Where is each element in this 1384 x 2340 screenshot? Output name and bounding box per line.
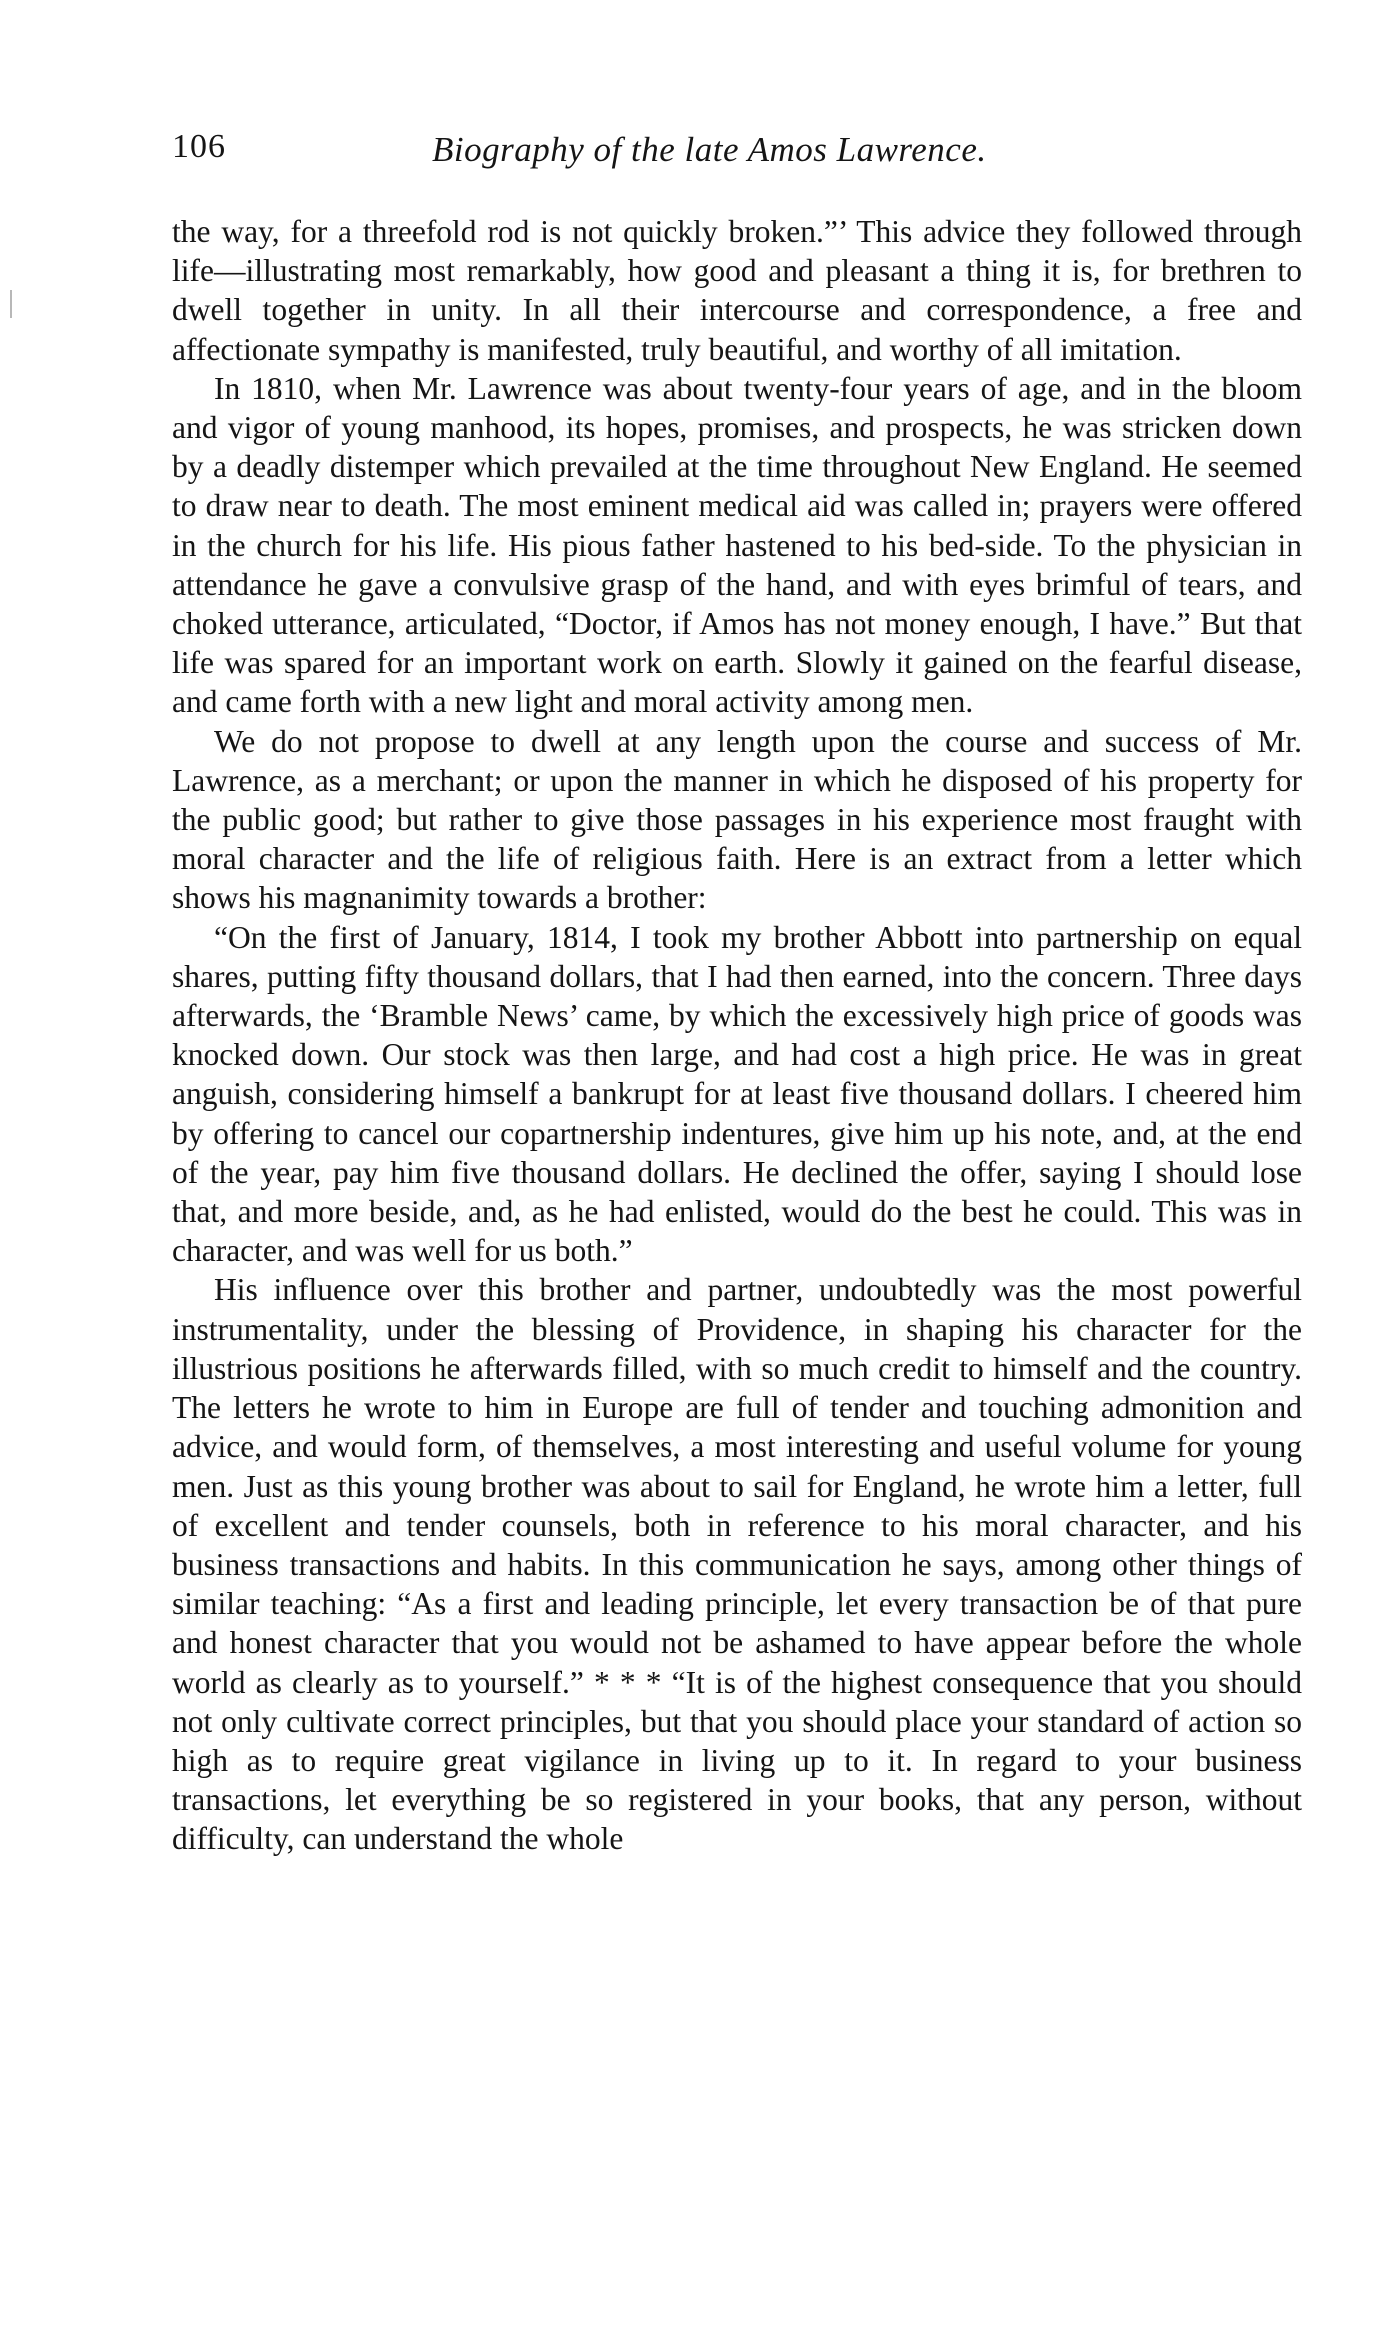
- paragraph-continuation: the way, for a threefold rod is not quickly broken.”’ This advice they followed through life—illustrating most remarkably, how good and pleasant a thing it is, for brethren to dwell together in unity. In all their intercourse and correspondence, a free and affectionate sympathy is manifested, truly beautiful, and worthy of all imitation.: [172, 214, 1302, 367]
- margin-mark: [10, 290, 12, 318]
- page-header: [172, 128, 1302, 188]
- running-head: Biography of the late Amos Lawrence.: [432, 130, 987, 169]
- body-text: [172, 212, 1302, 1859]
- page-number: 106: [172, 128, 226, 165]
- paragraph-purpose: We do not propose to dwell at any length upon the course and success of Mr. Lawrence, as a merchant; or upon the manner in which he disposed of his property for the public good; but rather to give those passages in his experience most fraught with moral character and the life of religious faith. Here is an extract from a letter which shows his magnanimity towards a brother:: [172, 723, 1302, 916]
- paragraph-brother-influence: His influence over this brother and partner, undoubtedly was the most powerful instrumentality, under the blessing of Providence, in shaping his character for the illustrious positions he afterwards filled, with so much credit to himself and the country. The letters he wrote to him in Europe are full of tender and touching admonition and advice, and would form, of themselves, a most interesting and useful volume for young men. Just as this young brother was about to sail for England, he wrote him a letter, full of excellent and tender counsels, both in reference to his moral character, and his business transactions and habits. In this communication he says, among other things of similar teaching: “As a first and leading principle, let every transaction be of that pure and honest character that you would not be ashamed to have appear before the whole world as clearly as to yourself.” * * * “It is of the highest consequence that you should not only cultivate correct principles, but that you should place your standard of action so high as to require great vigilance in living up to it. In regard to your business transactions, let everything be so registered in your books, that any person, without difficulty, can understand the whole: [172, 1272, 1302, 1857]
- paragraph-letter-extract: “On the first of January, 1814, I took my brother Abbott into partnership on equal shares, putting fifty thousand dollars, that I had then earned, into the concern. Three days afterwards, the ‘Bramble News’ came, by which the excessively high price of goods was knocked down. Our stock was then large, and had cost a high price. He was in great anguish, considering himself a bankrupt for at least five thousand dollars. I cheered him by offering to cancel our copartnership indentures, give him up his note, and, at the end of the year, pay him five thousand dollars. He declined the offer, saying I should lose that, and more beside, and, as he had enlisted, would do the best he could. This was in character, and was well for us both.”: [172, 919, 1302, 1269]
- paragraph-illness: In 1810, when Mr. Lawrence was about twenty-four years of age, and in the bloom and vigor of young manhood, its hopes, promises, and prospects, he was stricken down by a deadly distemper which prevailed at the time throughout New England. He seemed to draw near to death. The most eminent medical aid was called in; prayers were offered in the church for his life. His pious father hastened to his bed-side. To the physician in attendance he gave a convulsive grasp of the hand, and with eyes brimful of tears, and choked utterance, articulated, “Doctor, if Amos has not money enough, I have.” But that life was spared for an important work on earth. Slowly it gained on the fearful disease, and came forth with a new light and moral activity among men.: [172, 370, 1302, 720]
